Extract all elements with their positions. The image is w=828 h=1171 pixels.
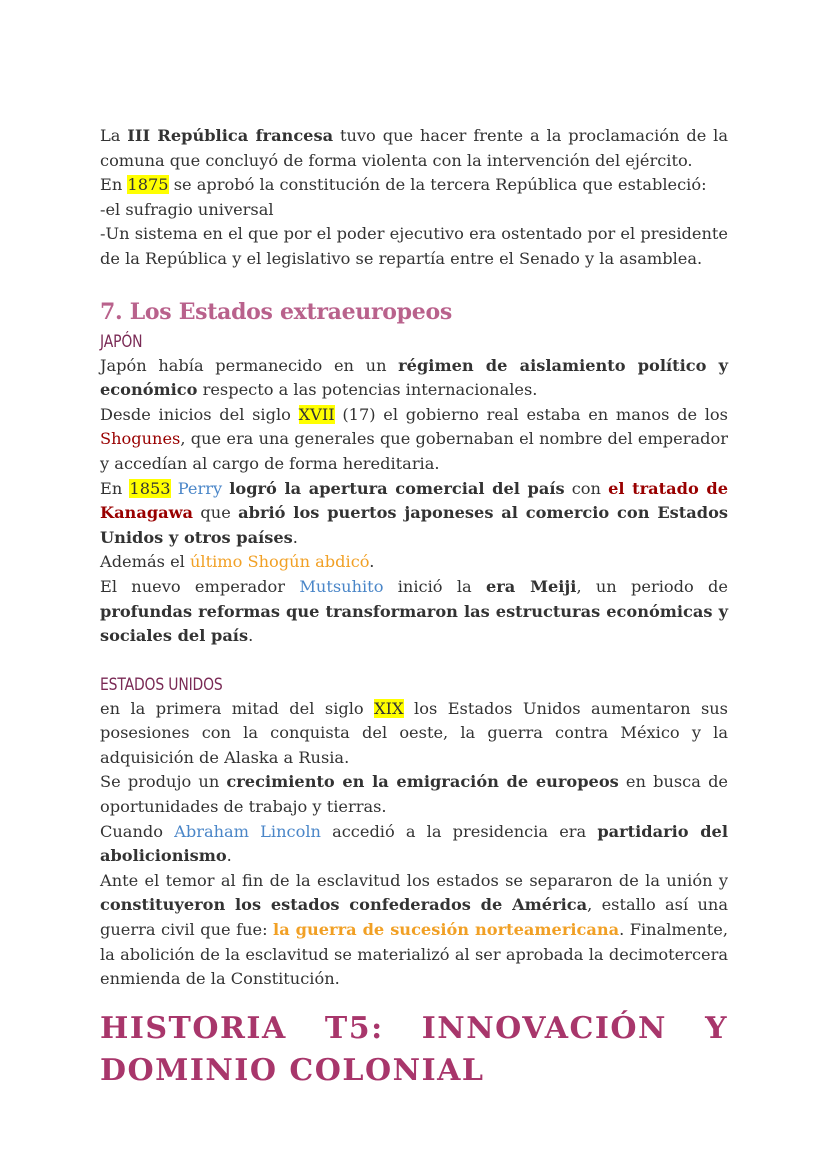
highlighted-year: 1875 [127,175,169,195]
paragraph: en la primera mitad del siglo XIX los Estados Unidos aumentaron sus posesiones con la conquista del oeste, la guerra contra México y la adquisición de Alaska a Rusia. [100,698,728,767]
document-title: HISTORIA T5: INNOVACIÓN Y DOMINIO COLONIAL [100,1010,728,1088]
paragraph-constitucion: En 1875 se aprobó la constitución de la tercera República que estableció: [100,175,707,195]
paragraph: En 1853 Perry logró la apertura comercial del país con el tratado de Kanagawa que abrió los puertos japoneses al comercio con Estados Unidos y otros países. [100,478,728,547]
section-heading: 7. Los Estados extraeuropeos [100,298,452,325]
paragraph: Se produjo un crecimiento en la emigración de europeos en busca de oportunidades de trabajo y tierras. [100,772,729,817]
paragraph: Desde inicios del siglo XVII (17) el gobierno real estaba en manos de los Shogunes, que era una generales que gobernaban el nombre del emperador y accedían al cargo de forma hereditaria. [100,404,728,473]
highlighted-century: XVII [298,404,335,424]
paragraph: Ante el temor al fin de la esclavitud los estados se separaron de la unión y constituyeron los estados confederados de América, estallo así una guerra civil que fue: la guerra de sucesión norteamericana. Finalmente, la abolición de la esclavitud se materializó al ser aprobada la decimotercera enmienda de la Constitución. [100,870,728,989]
paragraph: Además el último Shogún abdicó. [100,552,375,572]
paragraph: Cuando Abraham Lincoln accedió a la presidencia era partidario del abolicionismo. [100,821,728,866]
paragraph: El nuevo emperador Mutsuhito inició la era Meiji, un periodo de profundas reformas que transformaron las estructuras económicas y sociales del país. [100,576,728,646]
subheading-estados-unidos: ESTADOS UNIDOS [100,674,223,695]
paragraph: Japón había permanecido en un régimen de aislamiento político y económico respecto a las potencias internacionales. [100,355,728,400]
highlighted-century: XIX [374,698,404,718]
document-page [100,124,728,1092]
list-item: -el sufragio universal [100,199,274,219]
paragraph-republica: La III República francesa tuvo que hacer frente a la proclamación de la comuna que concluyó de forma violenta con la intervención del ejército. [100,126,729,170]
subheading-japon: JAPÓN [100,331,143,352]
highlighted-year: 1853 [129,478,171,498]
list-item: -Un sistema en el que por el poder ejecutivo era ostentado por el presidente de la República y el legislativo se repartía entre el Senado y la asamblea. [100,224,728,268]
